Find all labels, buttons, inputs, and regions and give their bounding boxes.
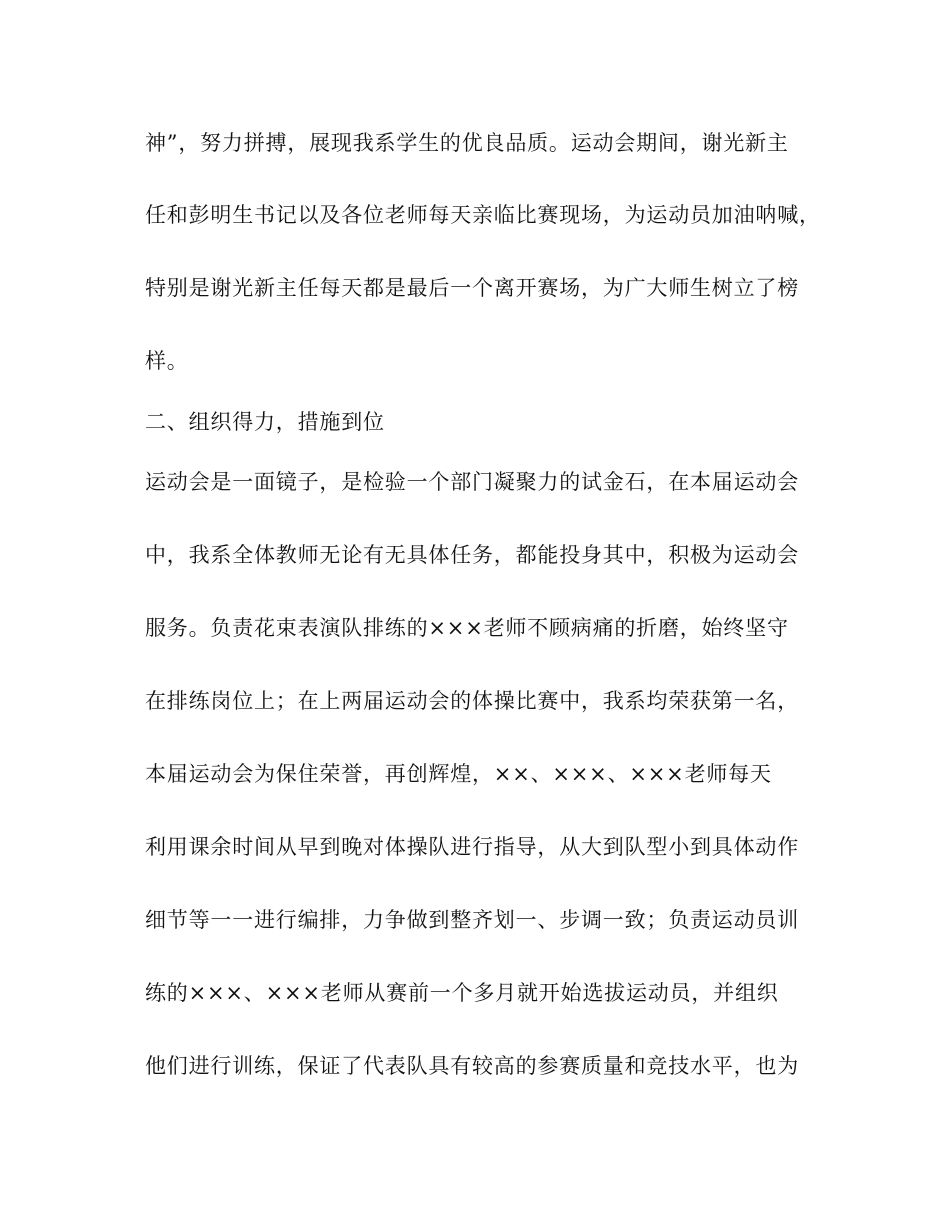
text-line: 样。 xyxy=(145,349,189,373)
text-line: 中，我系全体教师无论有无具体任务，都能投身其中，积极为运动会 xyxy=(145,543,799,567)
text-line: 在排练岗位上；在上两届运动会的体操比赛中，我系均荣获第一名， xyxy=(145,689,799,713)
text-line: 练的×××、×××老师从赛前一个多月就开始选拔运动员，并组织 xyxy=(145,981,779,1005)
text-line: 神”，努力拼搏，展现我系学生的优良品质。运动会期间，谢光新主 xyxy=(145,131,789,155)
text-line: 细节等一一进行编排，力争做到整齐划一、步调一致；负责运动员训 xyxy=(145,908,799,932)
text-line: 本届运动会为保住荣誉，再创辉煌，××、×××、×××老师每天 xyxy=(145,762,772,786)
text-line: 运动会是一面镜子，是检验一个部门凝聚力的试金石，在本届运动会 xyxy=(145,470,799,494)
text-line: 利用课余时间从早到晚对体操队进行指导，从大到队型小到具体动作 xyxy=(145,835,799,859)
section-heading: 二、组织得力，措施到位 xyxy=(145,410,385,434)
text-line: 服务。负责花束表演队排练的×××老师不顾病痛的折磨，始终坚守 xyxy=(145,616,789,640)
text-line: 任和彭明生书记以及各位老师每天亲临比赛现场，为运动员加油呐喊， xyxy=(145,203,821,227)
text-line: 他们进行训练，保证了代表队具有较高的参赛质量和竞技水平，也为 xyxy=(145,1054,799,1078)
text-line: 特别是谢光新主任每天都是最后一个离开赛场，为广大师生树立了榜 xyxy=(145,276,799,300)
